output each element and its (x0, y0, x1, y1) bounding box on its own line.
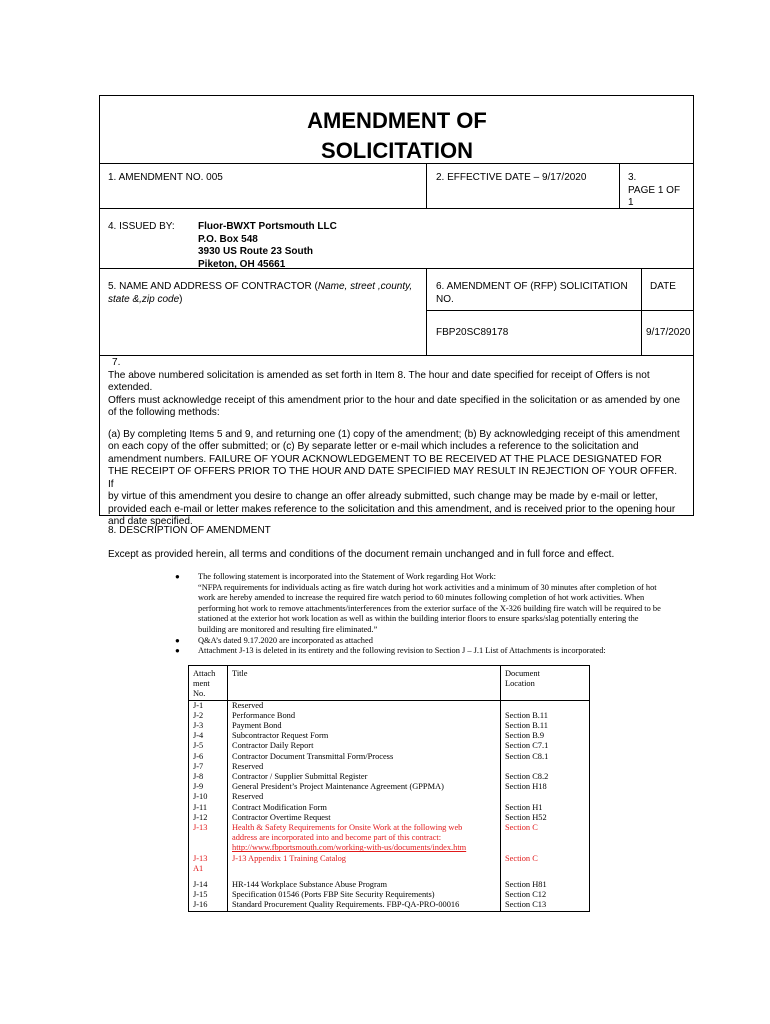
attachment-location: Section H18 (501, 782, 590, 792)
header-document-location: Document Location (501, 666, 590, 701)
attachment-title: Performance Bond (228, 711, 501, 721)
attachment-location (501, 762, 590, 772)
attachment-location: Section B.11 (501, 711, 590, 721)
attachment-no: J-6 (189, 752, 228, 762)
table-header-row (189, 666, 590, 701)
item7-paragraph1 (108, 370, 682, 420)
bullet-hot-work-line: stationed at the exterior hot work location as well as within the building interior floors to ensure sparks/slag potentially entering the (198, 614, 639, 624)
table-row (189, 752, 590, 762)
attachment-no: J-9 (189, 782, 228, 792)
date-label: DATE (650, 281, 676, 292)
attachment-title: Contractor Document Transmittal Form/Process (228, 752, 501, 762)
attachment-no: J-13 A1 (189, 854, 228, 874)
item7-paragraph2-line: amendment numbers. FAILURE OF YOUR ACKNOWLEDGEMENT TO BE RECEIVED AT THE PLACE DESIGNATED FOR (108, 453, 662, 465)
divider-page-left (619, 163, 620, 208)
attachment-no: J-10 (189, 792, 228, 802)
attachment-no: J-5 (189, 741, 228, 751)
page-count (628, 172, 680, 210)
table-row (189, 782, 590, 792)
attachment-title: Contractor / Supplier Submittal Register (228, 772, 501, 782)
attachment-location: Section C (501, 823, 590, 854)
page-count-line1: 3. (628, 172, 637, 183)
item7-paragraph2-line: (a) By completing Items 5 and 9, and returning one (1) copy of the amendment; (b) By acknowledging receipt of this amendment (108, 428, 680, 440)
attachment-location: Section C7.1 (501, 741, 590, 751)
attachment-title: General President’s Project Maintenance Agreement (GPPMA) (228, 782, 501, 792)
item7-paragraph2 (108, 429, 682, 529)
table-row (189, 731, 590, 741)
table-row (189, 711, 590, 721)
attachment-no: J-13 (189, 823, 228, 854)
j13-document-link[interactable]: http://www.fbportsmouth.com/working-with-us/documents/index.htm (232, 843, 467, 853)
item8-heading: 8. DESCRIPTION OF AMENDMENT (108, 525, 271, 536)
attachment-location: Section C8.1 (501, 752, 590, 762)
table-row (189, 721, 590, 731)
attachment-location: Section C13 (501, 900, 590, 911)
table-row-j13 (189, 823, 590, 854)
table-row-j13-a1 (189, 854, 590, 874)
attachment-title: Reserved (228, 762, 501, 772)
attachment-location: Section C (501, 854, 590, 874)
attachment-location: Section H1 (501, 803, 590, 813)
attachment-title: Contractor Overtime Request (228, 813, 501, 823)
bullet-hot-work-line: “NFPA requirements for individuals acting as fire watch during hot work activities and a minimum of 30 minutes after completion of hot (198, 582, 657, 592)
attachment-no: J-8 (189, 772, 228, 782)
attachment-title: J-13 Appendix 1 Training Catalog (228, 854, 501, 874)
form-title-line1: AMENDMENT OF (307, 108, 487, 133)
attachment-no: J-4 (189, 731, 228, 741)
bullet-qa (175, 635, 688, 647)
table-row (189, 803, 590, 813)
item7-paragraph1-line: of the following methods: (108, 407, 220, 418)
attachment-location: Section C12 (501, 890, 590, 900)
attachment-no: J-14 (189, 880, 228, 890)
frame-top-border (99, 95, 694, 96)
amendment-number: 1. AMENDMENT NO. 005 (108, 172, 223, 183)
bullet-hot-work-line: work are hereby amended to increase the required fire watch period to 60 minutes following completion of hot work activities. When (198, 593, 645, 603)
attachment-title: Standard Procurement Quality Requirements. FBP-QA-PRO-00016 (228, 900, 501, 911)
attachment-location: Section B.11 (501, 721, 590, 731)
divider-date-left (426, 163, 427, 208)
table-row (189, 772, 590, 782)
item7-paragraph2-line: by virtue of this amendment you desire to change an offer already submitted, such change may be made by e-mail or letter, (108, 491, 658, 502)
j13-title-line: Health & Safety Requirements for Onsite Work at the following web (232, 823, 463, 833)
page-count-line2: PAGE 1 OF (628, 184, 681, 196)
attachments-table (188, 665, 590, 912)
divider-solicitation-left (426, 268, 427, 355)
divider-solicitation-mid (426, 310, 694, 311)
attachment-no: J-7 (189, 762, 228, 772)
attachment-title: Reserved (228, 700, 501, 711)
attachment-no: J-2 (189, 711, 228, 721)
table-row (189, 792, 590, 802)
attachment-title: Contract Modification Form (228, 803, 501, 813)
attachment-no: J-12 (189, 813, 228, 823)
attachment-no: J-1 (189, 700, 228, 711)
solicitation-date: 9/17/2020 (646, 327, 691, 338)
bullet-attachment-text: Attachment J-13 is deleted in its entirety and the following revision to Section J – J.1 List of Attachments is incorporated: (198, 646, 606, 656)
attachment-title: Payment Bond (228, 721, 501, 731)
attachment-location: Section H81 (501, 880, 590, 890)
attachment-title: Contractor Daily Report (228, 741, 501, 751)
table-row (189, 700, 590, 711)
attachment-location: Section B.9 (501, 731, 590, 741)
attachment-location: Section C8.2 (501, 772, 590, 782)
table-row (189, 813, 590, 823)
item7-paragraph2-line: on each copy of the offer submitted; or (c) By separate letter or e-mail which includes a reference to the solicitation and (108, 441, 639, 452)
bullet-hot-work-text (198, 572, 688, 636)
form-title-line2: SOLICITATION (321, 138, 473, 163)
attachment-location: Section H52 (501, 813, 590, 823)
bullet-hot-work (175, 572, 688, 636)
attachment-location (501, 700, 590, 711)
attachment-title: Reserved (228, 792, 501, 802)
item7-paragraph2-line: provided each e-mail or letter makes reference to the solicitation and this amendment, and is received prior to the opening hour (108, 503, 676, 515)
bullet-dot: ● (175, 572, 180, 581)
item7-paragraph1-line: The above numbered solicitation is amended as set forth in Item 8. The hour and date specified for receipt of Offers is not (108, 369, 650, 381)
item7-number: 7. (112, 357, 121, 368)
bullet-attachment (175, 646, 688, 657)
item7-paragraph2-line: and date specified. (108, 516, 193, 527)
bullet-qa-text: Q&A’s dated 9.17.2020 are incorporated as attached (198, 635, 373, 645)
contractor-label: 5. NAME AND ADDRESS OF CONTRACTOR (Name, street ,county, state &,zip code) (108, 281, 413, 305)
j13-title-line: address are incorporated into and become part of this contract: (232, 833, 442, 843)
issued-by-label: 4. ISSUED BY: (108, 221, 175, 232)
divider-above-item7 (99, 355, 694, 356)
attachment-location (501, 792, 590, 802)
divider-date-col-left (641, 268, 642, 355)
item7-paragraph1-line: extended. (108, 382, 153, 393)
item7-paragraph2-line: THE RECEIPT OF OFFERS PRIOR TO THE HOUR AND DATE SPECIFIED MAY RESULT IN REJECTION OF YOUR OFFER. If (108, 466, 678, 490)
item8-intro: Except as provided herein, all terms and conditions of the document remain unchanged and in full force and effect. (108, 549, 615, 560)
issuer-name: Fluor-BWXT Portsmouth LLC (198, 221, 337, 232)
bullet-dot: ● (175, 635, 180, 645)
page-count-line3: 1 (628, 197, 634, 208)
solicitation-number: FBP20SC89178 (436, 327, 509, 338)
table-row (189, 741, 590, 751)
bullet-hot-work-line: building are monitored and resulting fire eliminated.” (198, 624, 378, 634)
item7-paragraph1-line: Offers must acknowledge receipt of this amendment prior to the hour and date specified in the solicitation or as amended by one (108, 394, 681, 406)
table-row (189, 880, 590, 890)
table-row (189, 762, 590, 772)
attachment-no: J-16 (189, 900, 228, 911)
frame-left-border (99, 95, 100, 515)
attachment-no: J-15 (189, 890, 228, 900)
header-title: Title (228, 666, 501, 701)
issuer-city: Piketon, OH 45661 (198, 258, 286, 270)
frame-right-border (693, 95, 694, 515)
bullet-dot: ● (175, 646, 180, 656)
divider-below-title (99, 163, 694, 164)
attachment-no: J-3 (189, 721, 228, 731)
table-row (189, 900, 590, 911)
form-title (100, 106, 694, 166)
item7-section (108, 357, 682, 529)
solicitation-label: 6. AMENDMENT OF (RFP) SOLICITATION NO. (436, 281, 628, 305)
divider-above-issued (99, 208, 694, 209)
attachment-title (228, 823, 501, 854)
table-row (189, 890, 590, 900)
bullet-hot-work-line: The following statement is incorporated into the Statement of Work regarding Hot Work: (198, 572, 496, 581)
effective-date: 2. EFFECTIVE DATE – 9/17/2020 (436, 172, 587, 183)
header-attachment-no: Attach ment No. (189, 666, 228, 701)
issuer-address (198, 221, 337, 271)
item8-bullets (175, 572, 688, 657)
divider-above-contractor (99, 268, 694, 269)
attachment-title: Specification 01546 (Ports FBP Site Security Requirements) (228, 890, 501, 900)
issuer-street: 3930 US Route 23 South (198, 246, 314, 257)
attachment-title: Subcontractor Request Form (228, 731, 501, 741)
bullet-hot-work-line: performing hot work to remove attachments/interferences from the exterior surface of the X-326 building fire watch will be required to be (198, 603, 661, 613)
attachment-title: HR-144 Workplace Substance Abuse Program (228, 880, 501, 890)
attachment-no: J-11 (189, 803, 228, 813)
issuer-po-box: P.O. Box 548 (198, 233, 258, 245)
